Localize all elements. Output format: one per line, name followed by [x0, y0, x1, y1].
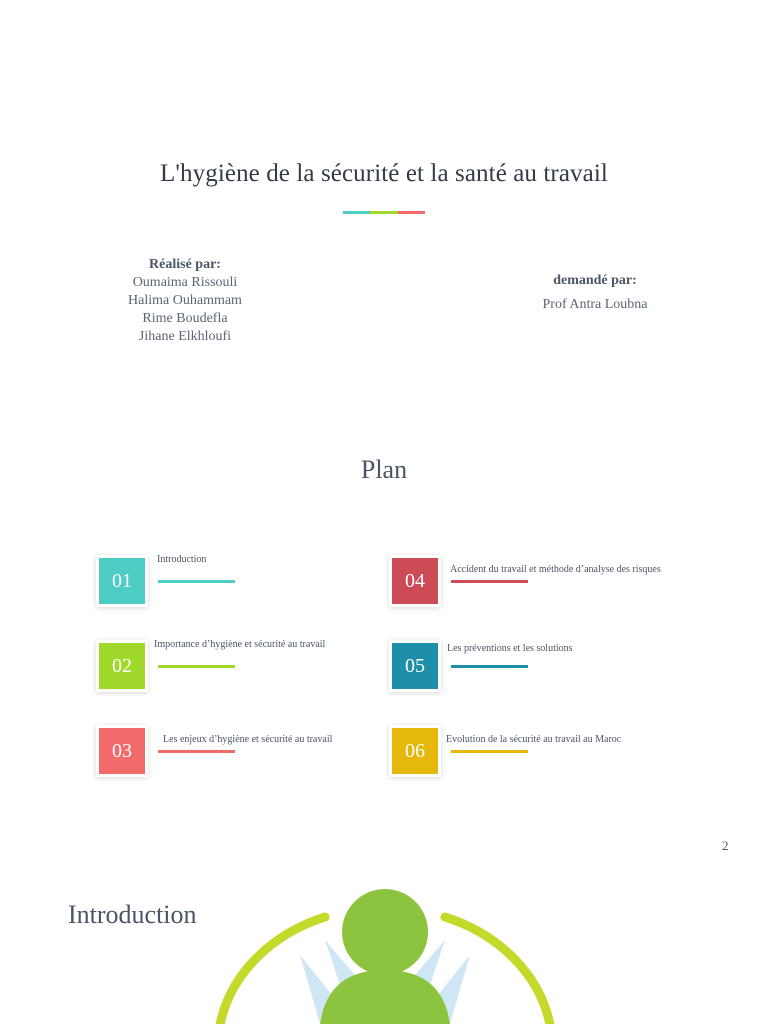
plan-item-06 [392, 728, 682, 788]
supervisor-heading: demandé par: [553, 273, 637, 288]
authors-block [105, 256, 265, 346]
underline-segment-1 [343, 211, 370, 214]
underline-segment-3 [398, 211, 425, 214]
plan-number-box: 01 [99, 558, 145, 604]
plan-number-box: 04 [392, 558, 438, 604]
underline-segment-2 [370, 211, 397, 214]
title-underline [343, 211, 425, 214]
plan-item-label: Les préventions et les solutions [447, 643, 573, 654]
worker-safety-illustration [200, 885, 570, 1024]
author-name: Jihane Elkhloufi [138, 329, 232, 344]
introduction-title: Introduction [68, 900, 197, 929]
author-name: Oumaima Rissouli [132, 275, 238, 290]
plan-item-05 [392, 643, 682, 703]
supervisor-block [515, 272, 675, 314]
plan-item-02 [99, 639, 389, 703]
plan-item-03 [99, 728, 389, 788]
plan-title: Plan [360, 455, 408, 484]
page-number: 2 [722, 838, 729, 853]
authors-heading: Réalisé par: [149, 257, 221, 272]
plan-number-box: 03 [99, 728, 145, 774]
plan-number-box: 02 [99, 643, 145, 689]
plan-item-label: Introduction [157, 554, 207, 565]
plan-item-line [451, 580, 528, 583]
plan-item-line [451, 665, 528, 668]
plan-number-box: 06 [392, 728, 438, 774]
plan-item-label: Importance d’hygiène et sécurité au travail [154, 639, 326, 650]
author-name: Rime Boudefla [142, 311, 228, 326]
plan-item-label: Les enjeux d’hygiène et sécurité au travail [163, 734, 333, 745]
plan-item-line [158, 665, 235, 668]
plan-item-line [158, 580, 235, 583]
supervisor-name: Prof Antra Loubna [542, 297, 648, 312]
plan-item-label: Evolution de la sécurité au travail au Maroc [446, 734, 622, 745]
plan-item-01 [99, 554, 389, 618]
plan-number-box: 05 [392, 643, 438, 689]
person-head-icon [342, 889, 428, 975]
plan-item-line [158, 750, 235, 753]
plan-item-label: Accident du travail et méthode d’analyse des risques [450, 564, 661, 575]
plan-item-line [451, 750, 528, 753]
plan-item-04 [392, 558, 682, 618]
document-title: L'hygiène de la sécurité et la santé au travail [160, 160, 608, 187]
author-name: Halima Ouhammam [128, 293, 242, 308]
